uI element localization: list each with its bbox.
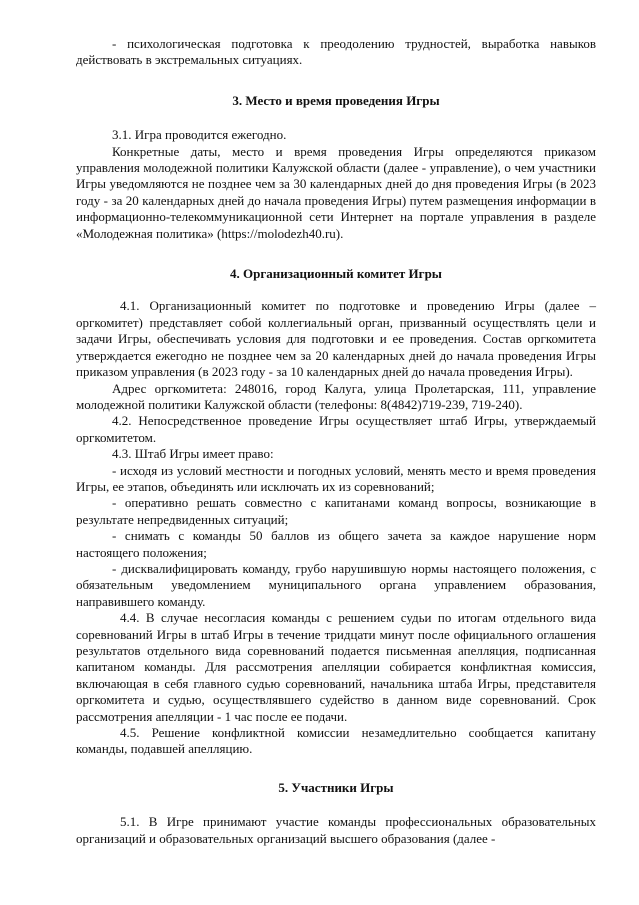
section-heading-3: 3. Место и время проведения Игры bbox=[232, 92, 440, 108]
section-heading-4: 4. Организационный комитет Игры bbox=[230, 266, 442, 282]
paragraph-4-2: 4.2. Непосредственное проведение Игры осуществляет штаб Игры, утверждаемый оргкомитетом. bbox=[76, 413, 596, 445]
paragraph-4-address: Адрес оргкомитета: 248016, город Калуга, улица Пролетарская, 111, управление молодежной политики Калужской области (телефоны: 8(4842)719-239, 719-240). bbox=[76, 380, 596, 412]
list-item-4-3-c: - снимать с команды 50 баллов из общего зачета за каждое нарушение норм настоящего положения; bbox=[76, 528, 596, 560]
paragraph-4-5: 4.5. Решение конфликтной комиссии незамедлительно сообщается капитану команды, подавшей апелляцию. bbox=[76, 725, 596, 757]
paragraph-4-1: 4.1. Организационный комитет по подготовке и проведению Игры (далее – оргкомитет) представляет собой коллегиальный орган, призванный осуществлять цели и задачи Игры, обеспечивать условия для подготовки и ее проведения. Состав оргкомитета утверждается ежегодно не позднее чем за 20 календарных дней до начала проведения Игры приказом управления (в 2023 году - за 10 календарных дней до начала проведения Игры). bbox=[76, 298, 596, 380]
paragraph-4-4: 4.4. В случае несогласия команды с решением судьи по итогам отдельного вида соревнований Игры в штаб Игры в течение тридцати минут после официального оглашения результатов отдельного вида соревнований подается письменная апелляция, подписанная капитаном команды. Для рассмотрения апелляции собирается конфликтная комиссия, включающая в себя главного судью соревнований, начальника штаба Игры, представителя оргкомитета и судью, осуществлявшего судейство в данном виде соревнований. Срок рассмотрения апелляции - 1 час после ее подачи. bbox=[76, 610, 596, 724]
paragraph-3-1: 3.1. Игра проводится ежегодно. bbox=[112, 127, 287, 143]
section-heading-5: 5. Участники Игры bbox=[278, 779, 394, 795]
document-body bbox=[76, 36, 596, 847]
list-item-4-3-d: - дисквалифицировать команду, грубо нарушившую нормы настоящего положения, с обязательным уведомлением муниципального органа управлением образования, направившего команду. bbox=[76, 560, 596, 609]
paragraph-3-2: Конкретные даты, место и время проведения Игры определяются приказом управления молодежной политики Калужской области (далее - управление), о чем участники Игры уведомляются не позднее чем за 30 календарных дней до дня проведения Игры (в 2023 году - за 20 календарных дней до начала проведения Игры) путем размещения информации в информационно-телекоммуникационной сети Интернет на портале управления в разделе «Молодежная политика» (https://molodezh40.ru). bbox=[76, 143, 596, 241]
paragraph-4-3: 4.3. Штаб Игры имеет право: bbox=[112, 446, 274, 462]
list-item-4-3-a: - исходя из условий местности и погодных условий, менять место и время проведения Игры, ее этапов, объединять или исключать их из соревнований; bbox=[76, 462, 596, 494]
paragraph-psych-prep: - психологическая подготовка к преодолению трудностей, выработка навыков действовать в экстремальных ситуациях. bbox=[76, 36, 596, 68]
list-item-4-3-b: - оперативно решать совместно с капитанами команд вопросы, возникающие в результате непредвиденных ситуаций; bbox=[76, 495, 596, 527]
paragraph-5-1: 5.1. В Игре принимают участие команды профессиональных образовательных организаций и образовательных организаций высшего образования (далее - bbox=[76, 814, 596, 846]
